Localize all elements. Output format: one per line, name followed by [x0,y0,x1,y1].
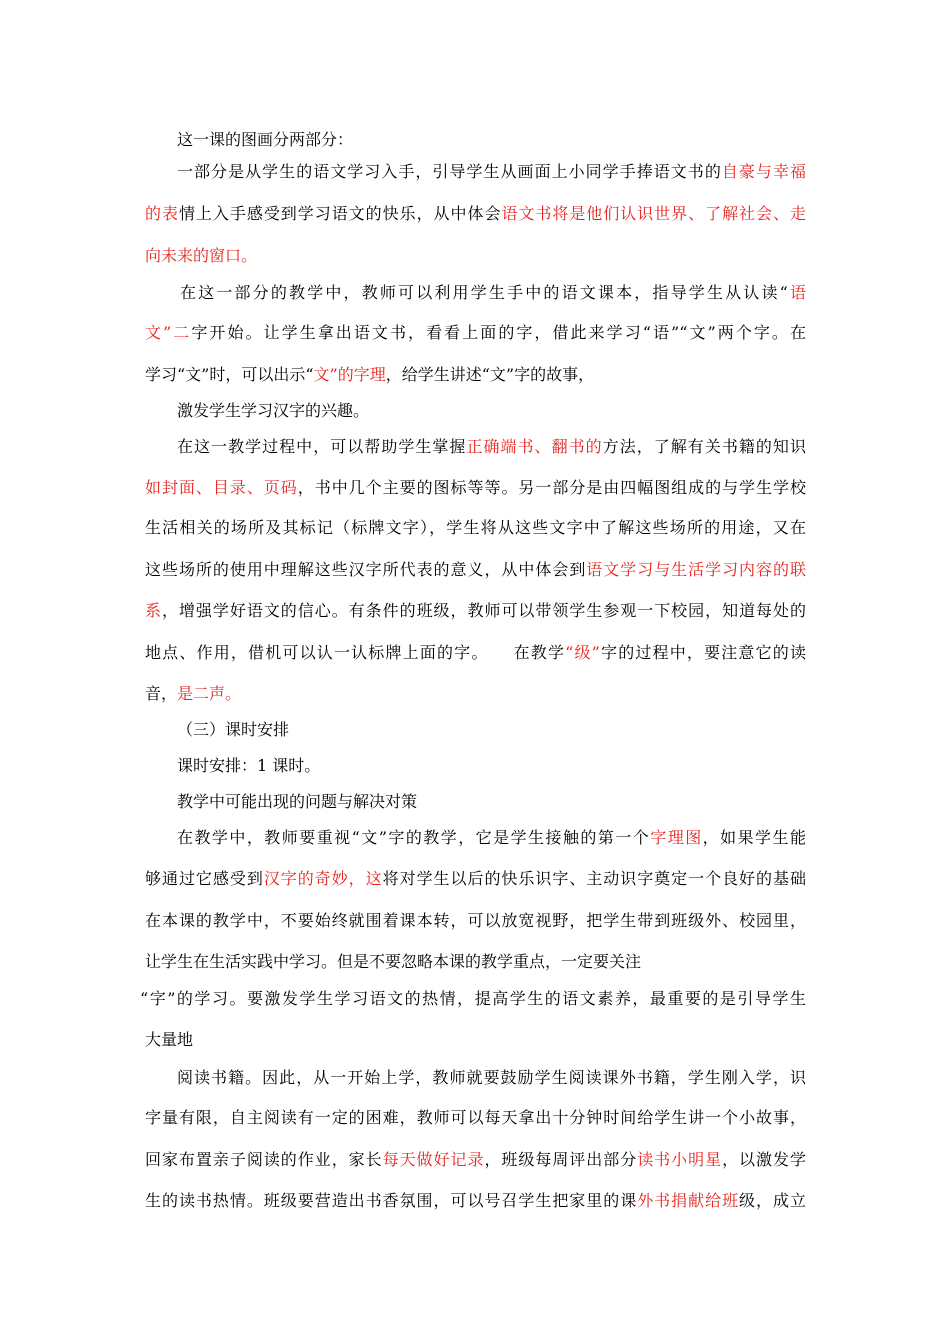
highlight-span: 自豪与幸福 [721,162,806,181]
paragraph-line [145,952,641,972]
text-span: 音， [145,684,178,703]
text-span: 一部分是从学生的语文学习入手，引导学生从画面上小同学手捧语文书的 [177,162,722,181]
text-span: 情上入手感受到学习语文的快乐，从中体会 [178,204,502,223]
paragraph-line [177,401,369,421]
highlight-span: 每天做好记录 [382,1150,485,1169]
text-span: 让学生在生活实践中学习。但是不要忽略本课的教学重点，一定要关注 [145,952,642,971]
text-span: 在这一教学过程中，可以帮助学生掌握 [177,437,467,456]
text-span: 字的过程中，要注意它的读 [599,643,806,662]
text-span: 课时安排：1 课时。 [177,756,321,775]
paragraph-line [145,560,806,580]
text-span: 阅读书籍。因此，从一开始上学，教师就要鼓励学生阅读课外书籍，学生刚入学，识 [177,1068,806,1087]
highlight-span: 读书小明星 [637,1150,723,1169]
paragraph-line [177,828,806,848]
highlight-span: 文”的字理 [313,365,386,384]
text-span: 在教学中，教师要重视“文”字的教学，它是学生接触的第一个 [177,828,651,847]
text-span: 在本课的教学中，不要始终就围着课本转，可以放宽视野，把学生带到班级外、校园里， [145,911,806,930]
paragraph-line [145,1191,806,1211]
paragraph-line [145,643,806,663]
text-span: 地点、作用，借机可以认一认标牌上面的字。 在教学 [145,643,566,662]
text-span: 字量有限，自主阅读有一定的困难，教师可以每天拿出十分钟时间给学生讲一个小故事， [145,1108,806,1127]
highlight-span: 系 [145,601,162,620]
paragraph-line [145,601,806,621]
text-span: 这些场所的使用中理解这些汉字所代表的意义，从中体会到 [145,560,587,579]
text-span: 这一课的图画分两部分： [177,130,354,149]
highlight-span: 汉字的奇妙，这 [263,869,383,888]
paragraph-line [140,989,806,1009]
text-span: 够通过它感受到 [145,869,264,888]
paragraph-line [145,204,806,224]
paragraph-line [177,792,417,812]
paragraph-line [177,162,806,182]
paragraph-line [145,1150,806,1170]
text-span: ，如果学生能 [702,828,806,847]
highlight-span: 外书捐献给班 [637,1191,740,1210]
highlight-span: 语文书将是他们认识世界、了解社会、走 [501,204,806,223]
highlight-span: 向未来的窗口。 [145,246,258,265]
text-span: 字开始。让学生拿出语文书，看看上面的字，借此来学习“语”“文”两个字。在 [191,323,806,342]
text-span: 教学中可能出现的问题与解决对策 [177,792,418,811]
highlight-span: 字理图 [650,828,703,847]
paragraph-line [180,283,806,303]
text-span: 级，成立 [739,1191,806,1210]
paragraph-line [145,478,806,498]
paragraph-line [145,518,806,538]
paragraph-line [177,437,806,457]
text-span: ，书中几个主要的图标等等。另一部分是由四幅图组成的与学生学校 [297,478,806,497]
paragraph-line [145,684,241,704]
paragraph-line [177,756,320,776]
paragraph-line [145,1108,806,1128]
highlight-span: 如封面、目录、页码 [145,478,298,497]
paragraph-line [145,1030,193,1050]
text-span: 激发学生学习汉字的兴趣。 [177,401,370,420]
highlight-span: 是二声。 [177,684,242,703]
text-span: 生的读书热情。班级要营造出书香氛围，可以号召学生把家里的课 [145,1191,638,1210]
paragraph-line [145,365,594,385]
highlight-span: “级” [565,643,600,662]
text-span: ，增强学好语文的信心。有条件的班级，教师可以带领学生参观一下校园，知道每处的 [161,601,806,620]
text-span: 回家布置亲子阅读的作业，家长 [145,1150,383,1169]
section-heading [177,720,289,740]
text-span: 将对学生以后的快乐识字、主动识字奠定一个良好的基础 [382,869,806,888]
highlight-span: 文”二 [145,323,192,342]
highlight-span: 语文学习与生活学习内容的联 [586,560,806,579]
text-span: 大量地 [145,1030,194,1049]
text-span: 方法，了解有关书籍的知识 [602,437,806,456]
paragraph-line [145,869,806,889]
paragraph-intro [177,130,353,150]
highlight-span: 正确端书、翻书的 [466,437,603,456]
highlight-span: 语 [787,283,806,302]
paragraph-line [145,246,257,266]
text-span: ，班级每周评出部分 [484,1150,638,1169]
paragraph-line [145,323,806,343]
text-span: ，以激发学 [722,1150,806,1169]
text-span: （三）课时安排 [177,720,290,739]
text-span: 生活相关的场所及其标记（标牌文字），学生将从这些文字中了解这些场所的用途，又在 [145,518,806,537]
paragraph-line [177,1068,806,1088]
text-span: 学习“文”时，可以出示“ [145,365,314,384]
text-span: 在这一部分的教学中，教师可以利用学生手中的语文课本，指导学生从认读“ [180,283,788,302]
text-span: ，给学生讲述“文”字的故事， [385,365,595,384]
text-span: “字”的学习。要激发学生学习语文的热情，提高学生的语文素养，最重要的是引导学生 [140,989,806,1008]
highlight-span: 的表 [145,204,179,223]
paragraph-line [145,911,806,931]
